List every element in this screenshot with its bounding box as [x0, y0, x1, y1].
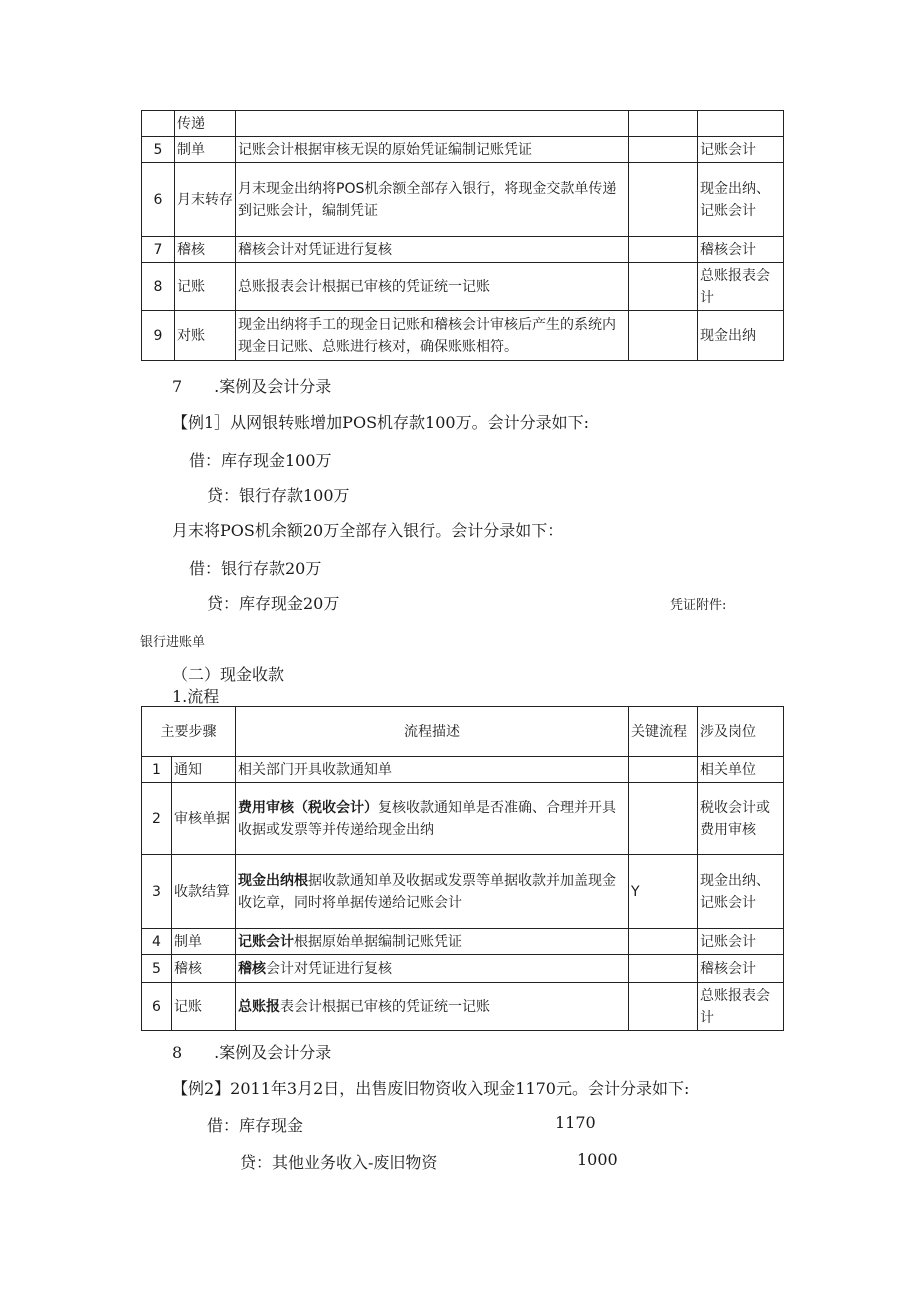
description-bold: 总账报	[238, 998, 280, 1015]
key-flow	[629, 983, 698, 1031]
step-description	[236, 955, 629, 983]
table-row	[142, 311, 784, 361]
header-key-flow: 关键流程	[629, 707, 698, 757]
credit-label: 贷：其他业务收入-废旧物资	[240, 1153, 438, 1172]
table-row	[142, 263, 784, 311]
description-bold: 稽核	[238, 960, 266, 977]
example-2: 【例2】2011年3月2日，出售废旧物资收入现金1170元。会计分录如下:	[172, 1079, 690, 1098]
description-bold: 现金出纳根	[238, 872, 308, 889]
flow-subtitle: 1.流程	[172, 687, 220, 706]
role: 相关单位	[698, 757, 784, 783]
step-description	[236, 855, 629, 929]
step-name: 对账	[175, 311, 236, 361]
role: 现金出纳、记账会计	[698, 163, 784, 237]
step-name: 通知	[172, 757, 236, 783]
table-row	[142, 955, 784, 983]
key-flow	[629, 137, 698, 163]
step-number: 8	[142, 263, 175, 311]
description-text: 会计对凭证进行复核	[266, 960, 392, 977]
table-header-row	[142, 707, 784, 757]
step-number: 5	[142, 955, 172, 983]
step-name: 月末转存	[175, 163, 236, 237]
cash-receipt-title: （二）现金收款	[172, 665, 285, 684]
role: 记账会计	[698, 929, 784, 955]
table-row	[142, 983, 784, 1031]
description-bold: 费用审核（税收会计）	[238, 799, 378, 816]
table-row	[142, 929, 784, 955]
step-description: 记账会计根据审核无误的原始凭证编制记账凭证	[236, 137, 629, 163]
credit-entry-2: 贷：库存现金20万	[207, 594, 340, 613]
table-row	[142, 783, 784, 855]
role: 稽核会计	[698, 237, 784, 263]
step-name: 制单	[172, 929, 236, 955]
attachment-value: 银行进账单	[140, 635, 206, 650]
step-name: 稽核	[172, 955, 236, 983]
flow-table-2	[141, 706, 784, 1031]
key-flow	[629, 955, 698, 983]
description-bold: 记账会计	[238, 933, 294, 950]
step-number: 4	[142, 929, 172, 955]
credit-entry-1: 贷：银行存款100万	[207, 486, 350, 505]
role: 记账会计	[698, 137, 784, 163]
step-name: 传递	[175, 111, 236, 137]
step-number: 6	[142, 163, 175, 237]
description-text: 相关部门开具收款通知单	[238, 761, 392, 778]
step-number: 1	[142, 757, 172, 783]
step-description: 现金出纳将手工的现金日记账和稽核会计审核后产生的系统内现金日记账、总账进行核对，确保账账相符。	[236, 311, 629, 361]
step-name: 稽核	[175, 237, 236, 263]
step-description	[236, 783, 629, 855]
role: 稽核会计	[698, 955, 784, 983]
step-name: 收款结算	[172, 855, 236, 929]
key-flow	[629, 237, 698, 263]
role: 现金出纳	[698, 311, 784, 361]
attachment-label: 凭证附件:	[670, 598, 727, 613]
step-number	[142, 111, 175, 137]
debit-entry-2: 借：银行存款20万	[189, 559, 322, 578]
key-flow	[629, 929, 698, 955]
description-text: 复核收款通知单是否准确、合理并开具收据或发票等并传递给现金出纳	[238, 799, 616, 838]
description-text: 据收款通知单及收据或发票等单据收款并加盖现金收讫章，同时将单据传递给记账会计	[238, 872, 616, 911]
role	[698, 111, 784, 137]
table-row	[142, 163, 784, 237]
description-text: 根据原始单据编制记账凭证	[294, 933, 462, 950]
step-description: 稽核会计对凭证进行复核	[236, 237, 629, 263]
header-step: 主要步骤	[142, 707, 236, 757]
table-row	[142, 137, 784, 163]
credit-amount: 1000	[577, 1150, 618, 1169]
step-description: 月末现金出纳将POS机余额全部存入银行，将现金交款单传递到记账会计，编制凭证	[236, 163, 629, 237]
header-role: 涉及岗位	[698, 707, 784, 757]
key-flow	[629, 163, 698, 237]
section-8-heading: 8 .案例及会计分录	[172, 1043, 332, 1062]
step-name: 制单	[175, 137, 236, 163]
section-7-heading: 7 .案例及会计分录	[172, 377, 332, 396]
step-number: 5	[142, 137, 175, 163]
step-number: 6	[142, 983, 172, 1031]
step-description	[236, 983, 629, 1031]
key-flow	[629, 263, 698, 311]
table-row	[142, 855, 784, 929]
key-flow: Y	[629, 855, 698, 929]
example-1: 【例1］从网银转账增加POS机存款100万。会计分录如下:	[172, 413, 589, 432]
key-flow	[629, 783, 698, 855]
step-number: 2	[142, 783, 172, 855]
step-number: 7	[142, 237, 175, 263]
key-flow	[629, 757, 698, 783]
key-flow	[629, 111, 698, 137]
step-description	[236, 111, 629, 137]
debit-label: 借：库存现金	[207, 1116, 304, 1135]
description-text: 表会计根据已审核的凭证统一记账	[280, 998, 490, 1015]
header-description: 流程描述	[236, 707, 629, 757]
role: 税收会计或费用审核	[698, 783, 784, 855]
table-row	[142, 757, 784, 783]
step-description: 总账报表会计根据已审核的凭证统一记账	[236, 263, 629, 311]
debit-amount: 1170	[555, 1113, 596, 1132]
step-name: 记账	[172, 983, 236, 1031]
role: 总账报表会计	[698, 263, 784, 311]
step-number: 9	[142, 311, 175, 361]
debit-entry-1: 借：库存现金100万	[189, 451, 332, 470]
step-number: 3	[142, 855, 172, 929]
step-description	[236, 757, 629, 783]
key-flow	[629, 311, 698, 361]
table-row	[142, 111, 784, 137]
step-description	[236, 929, 629, 955]
role: 现金出纳、记账会计	[698, 855, 784, 929]
flow-table-1	[141, 110, 784, 361]
role: 总账报表会计	[698, 983, 784, 1031]
table-row	[142, 237, 784, 263]
step-name: 审核单据	[172, 783, 236, 855]
step-name: 记账	[175, 263, 236, 311]
month-end-line: 月末将POS机余额20万全部存入银行。会计分录如下：	[172, 521, 564, 540]
